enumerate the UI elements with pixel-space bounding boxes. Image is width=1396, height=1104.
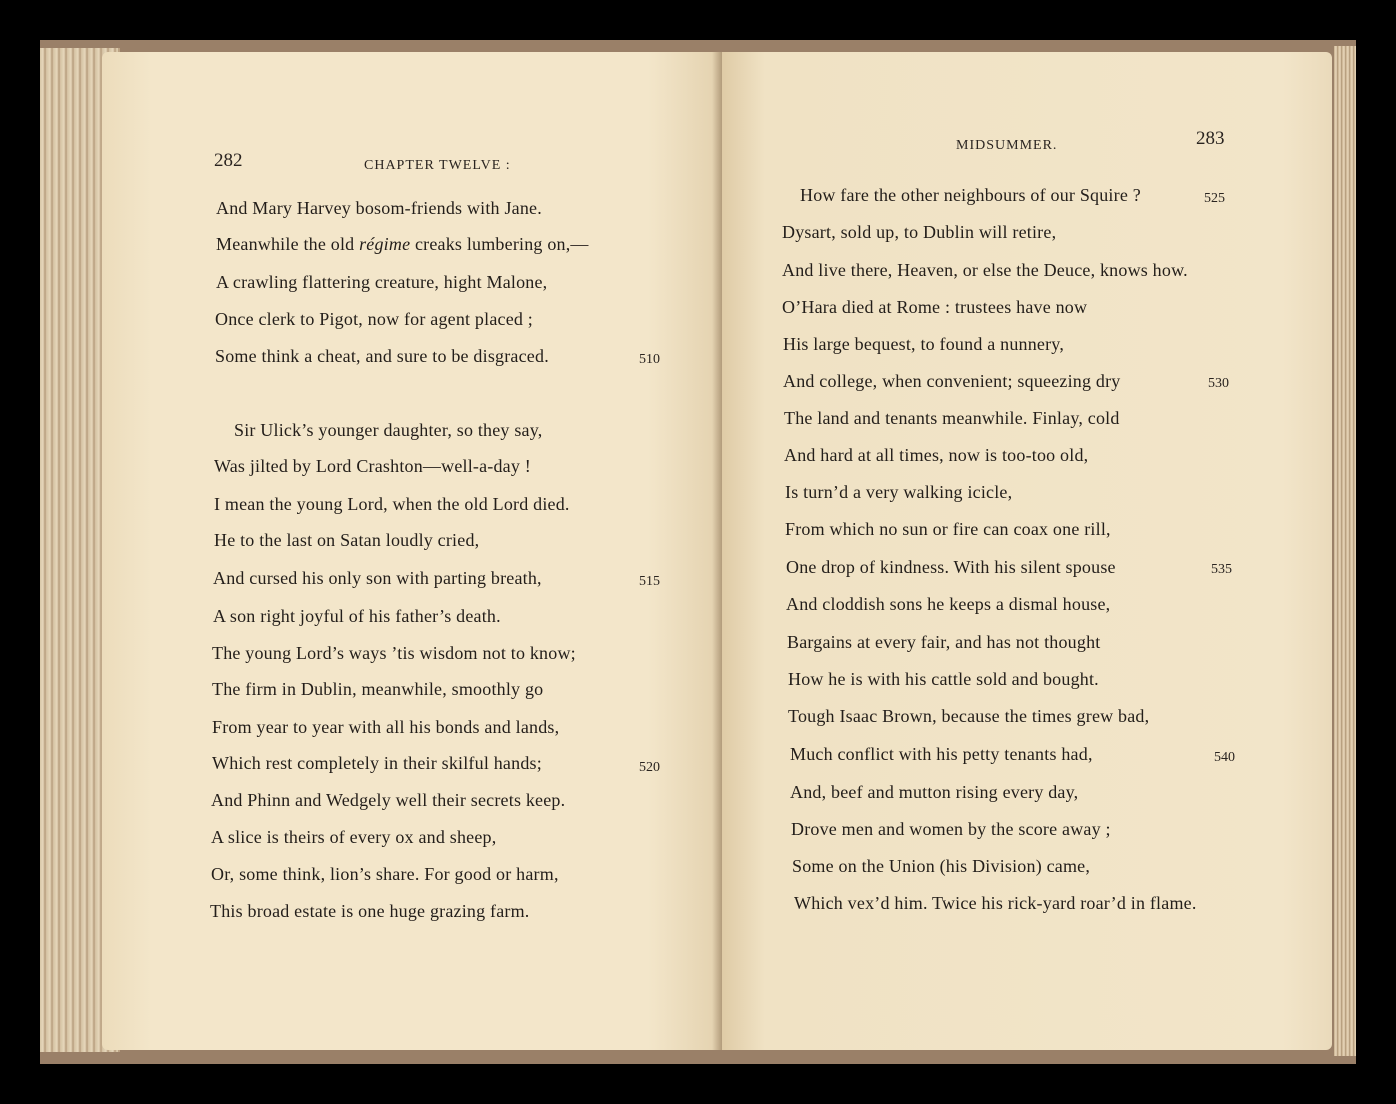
verse-line: Is turn’d a very walking icicle, (785, 482, 1013, 502)
verse-line: The firm in Dublin, meanwhile, smoothly go (212, 679, 544, 699)
verse-line: And Phinn and Wedgely well their secrets keep. (211, 790, 566, 810)
line-number: 525 (1204, 191, 1225, 206)
line-number: 530 (1208, 376, 1229, 391)
verse-line: And, beef and mutton rising every day, (790, 782, 1079, 802)
verse-line: How fare the other neighbours of our Squire ? (800, 185, 1141, 205)
verse-line: He to the last on Satan loudly cried, (214, 530, 480, 550)
verse-line: This broad estate is one huge grazing farm. (210, 901, 530, 921)
verse-line: And cursed his only son with parting breath, (213, 568, 542, 588)
right-page (722, 52, 1332, 1050)
verse-line: Bargains at every fair, and has not thought (787, 632, 1101, 652)
verse-line: Some on the Union (his Division) came, (792, 856, 1091, 876)
verse-line: And live there, Heaven, or else the Deuce, knows how. (782, 260, 1188, 280)
verse-line: A crawling flattering creature, hight Malone, (216, 272, 548, 292)
verse-line: A son right joyful of his father’s death. (213, 606, 501, 626)
italic-word: régime (359, 234, 411, 254)
verse-line: One drop of kindness. With his silent spouse (786, 557, 1116, 577)
verse-line: And hard at all times, now is too-too old, (784, 445, 1089, 465)
verse-line: Much conflict with his petty tenants had, (790, 744, 1093, 764)
left-page (102, 52, 722, 1050)
verse-line: Was jilted by Lord Crashton—well-a-day ! (214, 456, 531, 476)
verse-line: Tough Isaac Brown, because the times grew bad, (788, 706, 1150, 726)
verse-line: Or, some think, lion’s share. For good or harm, (211, 864, 559, 884)
verse-line: Sir Ulick’s younger daughter, so they say, (234, 420, 543, 440)
verse-line-end: creaks lumbering on,— (410, 234, 589, 254)
verse-line: And cloddish sons he keeps a dismal house, (786, 594, 1111, 614)
page-number: 282 (214, 150, 243, 171)
verse-line: Drove men and women by the score away ; (791, 819, 1111, 839)
verse-line: And college, when convenient; squeezing dry (783, 371, 1121, 391)
page-number: 283 (1196, 128, 1225, 149)
verse-line: How he is with his cattle sold and bought. (788, 669, 1099, 689)
verse-line (216, 234, 589, 255)
running-head: CHAPTER TWELVE : (364, 158, 511, 173)
verse-line: The land and tenants meanwhile. Finlay, cold (784, 408, 1120, 428)
line-number: 520 (639, 760, 660, 775)
verse-line: The young Lord’s ways ’tis wisdom not to know; (212, 643, 576, 663)
line-number: 540 (1214, 750, 1235, 765)
verse-line: From year to year with all his bonds and lands, (212, 717, 560, 737)
line-number: 535 (1211, 562, 1232, 577)
verse-line-start: Meanwhile the old (216, 234, 360, 254)
open-book (40, 40, 1356, 1064)
running-head: MIDSUMMER. (956, 138, 1058, 153)
page-edges-right (1334, 46, 1356, 1056)
verse-line: O’Hara died at Rome : trustees have now (782, 297, 1088, 317)
verse-line: Some think a cheat, and sure to be disgraced. (215, 346, 549, 366)
verse-line: From which no sun or fire can coax one rill, (785, 519, 1111, 539)
verse-line: Which vex’d him. Twice his rick-yard roar’d in flame. (794, 893, 1197, 913)
verse-line: A slice is theirs of every ox and sheep, (211, 827, 497, 847)
line-number: 515 (639, 574, 660, 589)
verse-line: And Mary Harvey bosom-friends with Jane. (216, 198, 542, 218)
verse-line: Dysart, sold up, to Dublin will retire, (782, 222, 1057, 242)
verse-line: Which rest completely in their skilful hands; (212, 753, 542, 773)
verse-line: I mean the young Lord, when the old Lord died. (214, 494, 570, 514)
verse-line: His large bequest, to found a nunnery, (783, 334, 1065, 354)
line-number: 510 (639, 352, 660, 367)
verse-line: Once clerk to Pigot, now for agent placed ; (215, 309, 534, 329)
